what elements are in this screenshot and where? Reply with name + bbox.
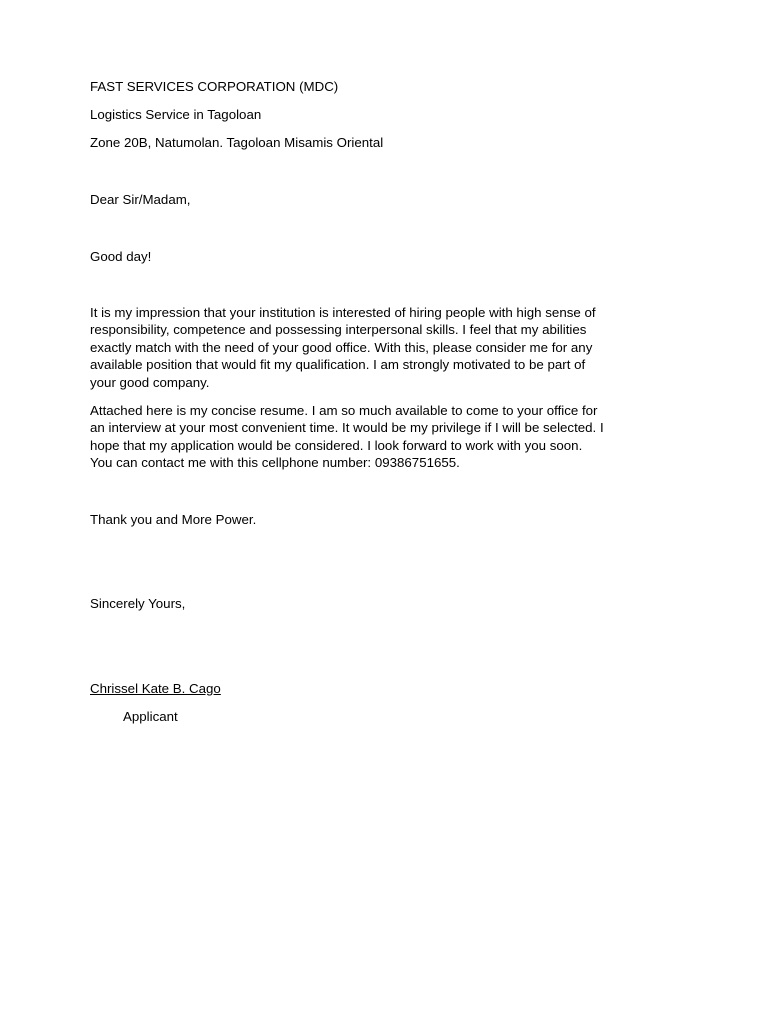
paragraph-1-line: It is my impression that your institution is interested of hiring people with high sense of xyxy=(90,305,596,320)
paragraph-1-line: your good company. xyxy=(90,374,210,390)
paragraph-1-line: responsibility, competence and possessing interpersonal skills. I feel that my abilities xyxy=(90,322,587,338)
body-paragraph-1 xyxy=(90,304,680,391)
recipient-department: Logistics Service in Tagoloan xyxy=(90,107,262,122)
paragraph-2-line: You can contact me with this cellphone number: 09386751655. xyxy=(90,455,460,471)
paragraph-2-line: an interview at your most convenient time. It would be my privilege if I will be selected. I xyxy=(90,420,604,436)
paragraph-2-line: Attached here is my concise resume. I am so much available to come to your office for xyxy=(90,403,598,418)
body-paragraph-2 xyxy=(90,402,680,472)
thanks-line: Thank you and More Power. xyxy=(90,512,257,527)
paragraph-1-line: exactly match with the need of your good office. With this, please consider me for any xyxy=(90,339,593,355)
greeting: Good day! xyxy=(90,249,152,264)
paragraph-1-line: available position that would fit my qualification. I am strongly motivated to be part of xyxy=(90,357,586,373)
recipient-company: FAST SERVICES CORPORATION (MDC) xyxy=(90,79,339,94)
closing: Sincerely Yours, xyxy=(90,596,186,611)
signature-title: Applicant xyxy=(123,709,178,724)
signature-name: Chrissel Kate B. Cago xyxy=(90,681,221,696)
paragraph-2-line: hope that my application would be considered. I look forward to work with you soon. xyxy=(90,437,583,453)
salutation: Dear Sir/Madam, xyxy=(90,192,191,207)
recipient-address: Zone 20B, Natumolan. Tagoloan Misamis Oriental xyxy=(90,135,384,150)
